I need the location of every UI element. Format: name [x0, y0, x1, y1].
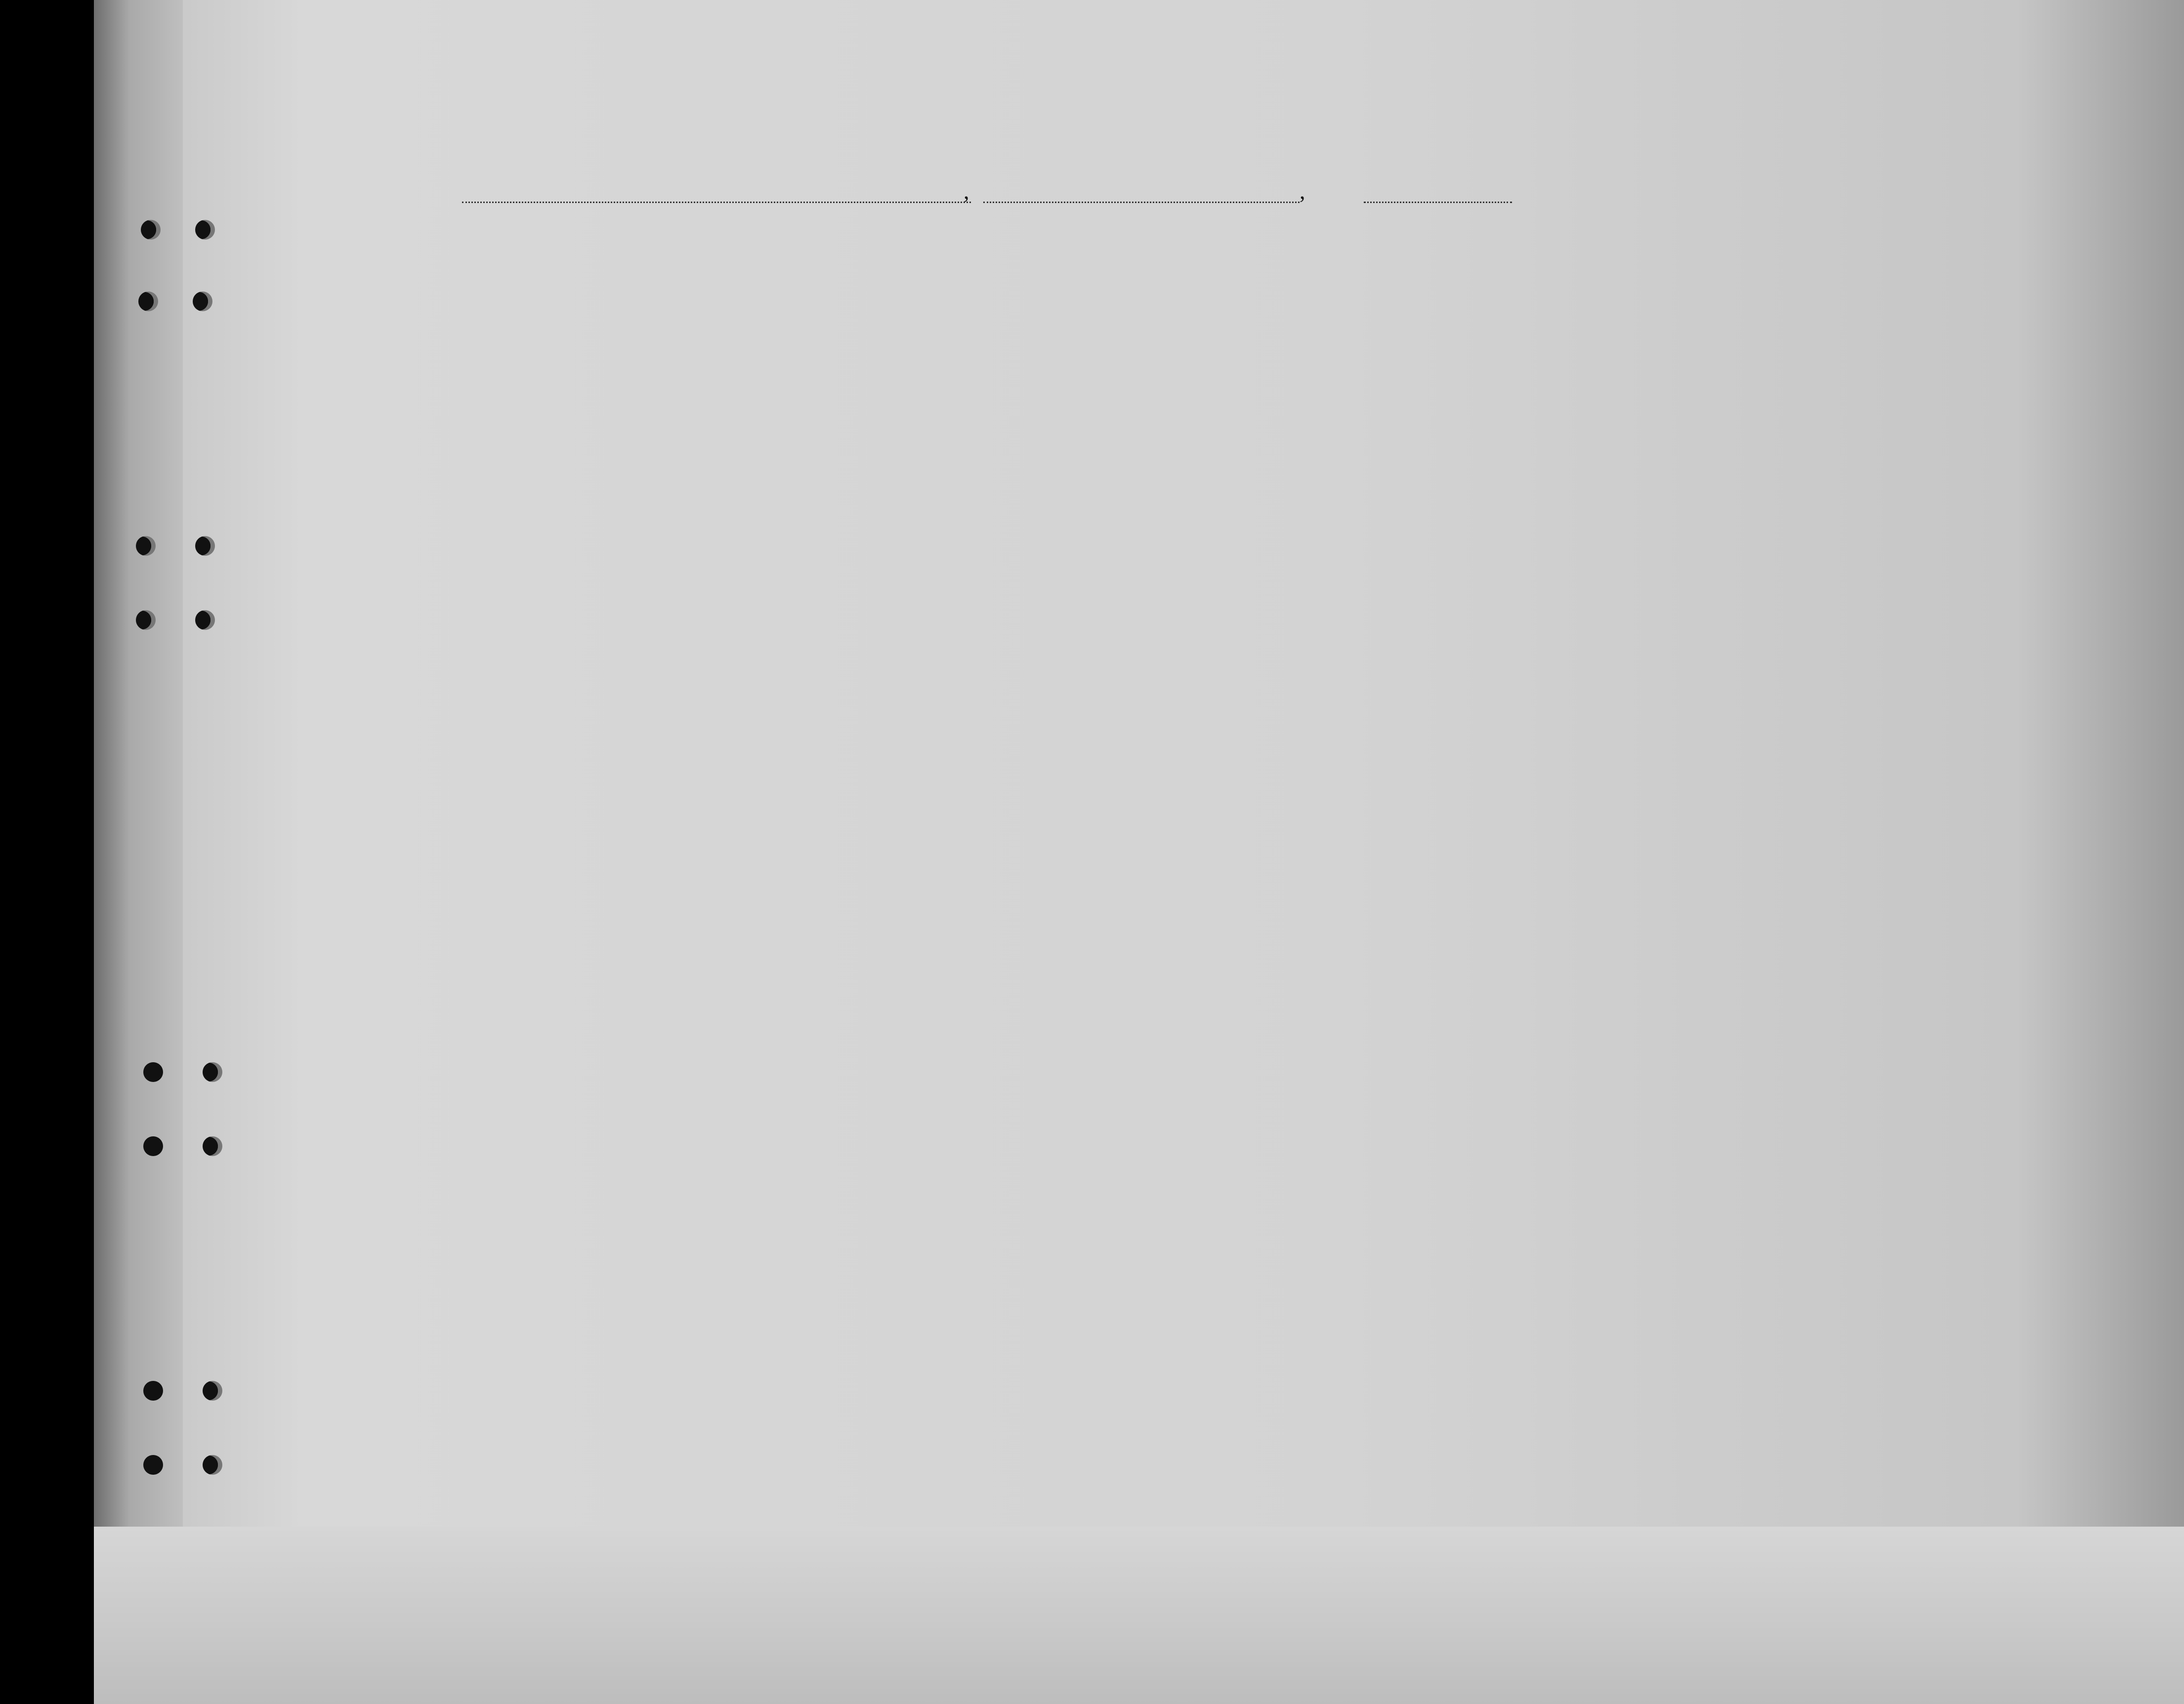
date-comma: ,	[1300, 178, 1305, 204]
port-comma: ,	[964, 178, 969, 204]
